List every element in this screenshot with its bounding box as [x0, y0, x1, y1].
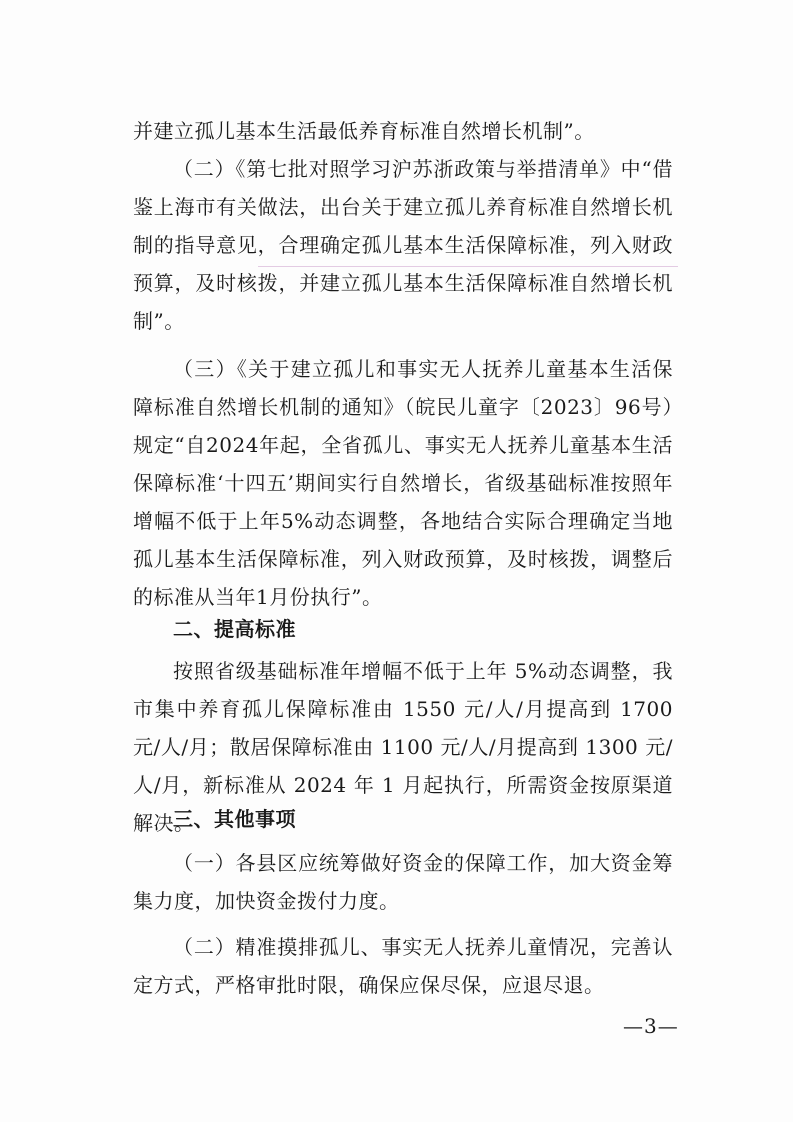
- paragraph-continuation: 并建立孤儿基本生活最低养育标准自然增长机制”。: [133, 119, 595, 143]
- section-2-paragraph: 按照省级基础标准年增幅不低于上年 5%动态调整，我市集中养育孤儿保障标准由 1550 元/人/月提高到 1700 元/人/月；散居保障标准由 1100 元/人/月提高到 1300 元/人/月，新标准从 2024 年 1 月起执行，所需资金按原渠道解决。: [133, 659, 673, 835]
- section-heading-raise-standard: 二、提高标准: [173, 617, 296, 641]
- section-3-item-2: （二）精准摸排孤儿、事实无人抚养儿童情况，完善认定方式，严格审批时限，确保应保尽保，应退尽退。: [133, 935, 673, 997]
- page-number: —3—: [623, 1014, 679, 1038]
- section-3-item-1: （一）各县区应统筹做好资金的保障工作，加大资金筹集力度，加快资金拨付力度。: [133, 851, 673, 913]
- body-text-top: [133, 112, 673, 616]
- section-3: [133, 800, 673, 1004]
- paragraph-item-2: （二）《第七批对照学习沪苏浙政策与举措清单》中“借鉴上海市有关做法，出台关于建立孤儿养育标准自然增长机制的指导意见，合理确定孤儿基本生活保障标准，列入财政预算，及时核拨，并建立孤儿基本生活保障标准自然增长机制”。: [133, 157, 673, 333]
- paragraph-item-3: （三）《关于建立孤儿和事实无人抚养儿童基本生活保障标准自然增长机制的通知》（皖民儿童字〔2023〕96号）规定“自2024年起，全省孤儿、事实无人抚养儿童基本生活保障标准‘十四五’期间实行自然增长，省级基础标准按照年增幅不低于上年5%动态调整，各地结合实际合理确定当地孤儿基本生活保障标准，列入财政预算，及时核拨，调整后的标准从当年1月份执行”。: [133, 357, 673, 609]
- section-heading-other-matters: 三、其他事项: [173, 807, 296, 831]
